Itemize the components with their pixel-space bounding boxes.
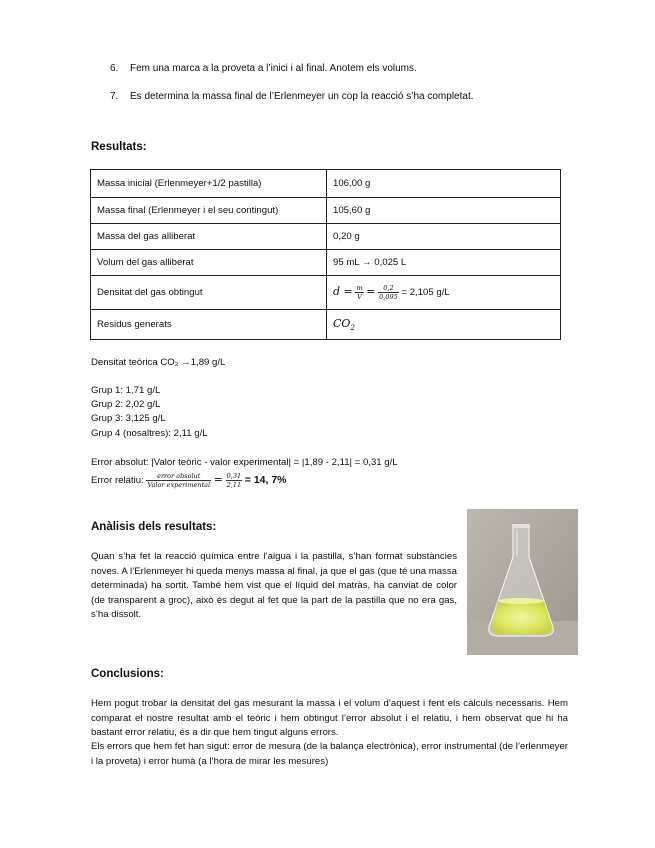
formula-result: = 2,105 g/L [401, 287, 450, 299]
row-label: Volum del gas alliberat [91, 250, 327, 276]
formula-lhs: d = [333, 285, 353, 299]
results-table [90, 169, 561, 340]
group-line: Grup 2: 2,02 g/L [91, 399, 161, 411]
flask-illustration [467, 509, 578, 655]
conclusions-heading: Conclusions: [91, 668, 164, 680]
step-7 [110, 91, 474, 102]
table-row [91, 198, 561, 224]
step-text: Fem una marca a la proveta a l’inici i al final. Anotem els volums. [130, 63, 417, 74]
erlenmeyer-photo [467, 509, 578, 655]
fraction-values: $\frac{0,2}{0,095}$ [379, 284, 398, 301]
step-text: Es determina la massa final de l’Erlenmeyer un cop la reacció s’ha completat. [130, 91, 474, 102]
results-heading: Resultats: [91, 141, 147, 153]
table-row [91, 250, 561, 276]
conclusions-paragraph-1: Hem pogut trobar la densitat del gas mesurant la massa i el volum d’aquest i fent els càlculs necessaris. Hem comparat el nostre resultat amb el teòric i hem obtingut l’error absolut i el relatiu, i hem observat que hi ha bastant error relatiu, és a dir que hem tingut alguns errors. [91, 698, 568, 738]
group-line: Grup 3: 3,125 g/L [91, 413, 166, 425]
table-row [91, 310, 561, 340]
density-formula: d = $\frac{m}{V}$ = $\frac{0,2}{0,095}$ = 2,105 g/L [327, 276, 561, 310]
table-row [91, 276, 561, 310]
row-label: Massa final (Erlenmeyer i el seu contingut) [91, 198, 327, 224]
row-value: 106,00 g [327, 170, 561, 198]
row-label: Densitat del gas obtingut [91, 276, 327, 310]
row-value: 105,60 g [327, 198, 561, 224]
analysis-text: Quan s’ha fet la reacció química entre l’aigua i la pastilla, s’han format substàncies noves. A l’Erlenmeyer hi queda menys massa al final, ja que el gas (que té una massa determinada) ha sortit. També hem vist que el líquid del matràs, ha canviat de color (de transparent a groc), això és degut al fet que la part de la pastilla que no era gas, s’ha dissolt. [91, 551, 457, 620]
row-label: Residus generats [91, 310, 327, 340]
group-results [91, 384, 208, 441]
step-6 [110, 63, 417, 74]
table-row [91, 170, 561, 198]
row-value: 95 mL → 0,025 L [327, 250, 561, 276]
row-label: Massa del gas alliberat [91, 224, 327, 250]
group-line: Grup 4 (nosaltres): 2,11 g/L [91, 427, 208, 439]
fraction-m-v: $\frac{m}{V}$ [356, 284, 363, 301]
step-number: 6. [110, 63, 119, 74]
conclusions-paragraph-2: Els errors que hem fet han sigut: error de mesura (de la balança electrònica), error instrumental (de l’erlenmeyer i la proveta) i error humà (a l’hora de mirar les mesures) [91, 741, 568, 767]
relative-error-label: Error relatiu: [91, 475, 144, 486]
group-line: Grup 1: 1,71 g/L [91, 385, 161, 396]
row-label: Massa inicial (Erlenmeyer+1/2 pastilla) [91, 170, 327, 198]
residue-formula: $CO_2$ [327, 310, 561, 340]
step-number: 7. [110, 91, 119, 102]
theoretical-density: Densitat teòrica CO₂ →1,89 g/L [91, 357, 226, 368]
table-row [91, 224, 561, 250]
relative-error-fraction: $\frac{\text{error absolut}}{\text{Valor experimental}}$ [147, 471, 211, 489]
absolute-error: Error absolut: |Valor teòric - valor experimental| = |1,89 - 2,11| = 0,31 g/L [91, 457, 398, 468]
row-value: 0,20 g [327, 224, 561, 250]
analysis-heading: Anàlisis dels resultats: [91, 521, 217, 533]
relative-error: Error relatiu: $\frac{\text{error absolut}}{\text{Valor experimental}}$ = $\frac{0,31}{2,11}$ = 14, 7% [91, 471, 287, 489]
relative-error-result: = 14, 7% [244, 474, 287, 486]
relative-error-values: $\frac{0,31}{2,11}$ [226, 471, 242, 489]
